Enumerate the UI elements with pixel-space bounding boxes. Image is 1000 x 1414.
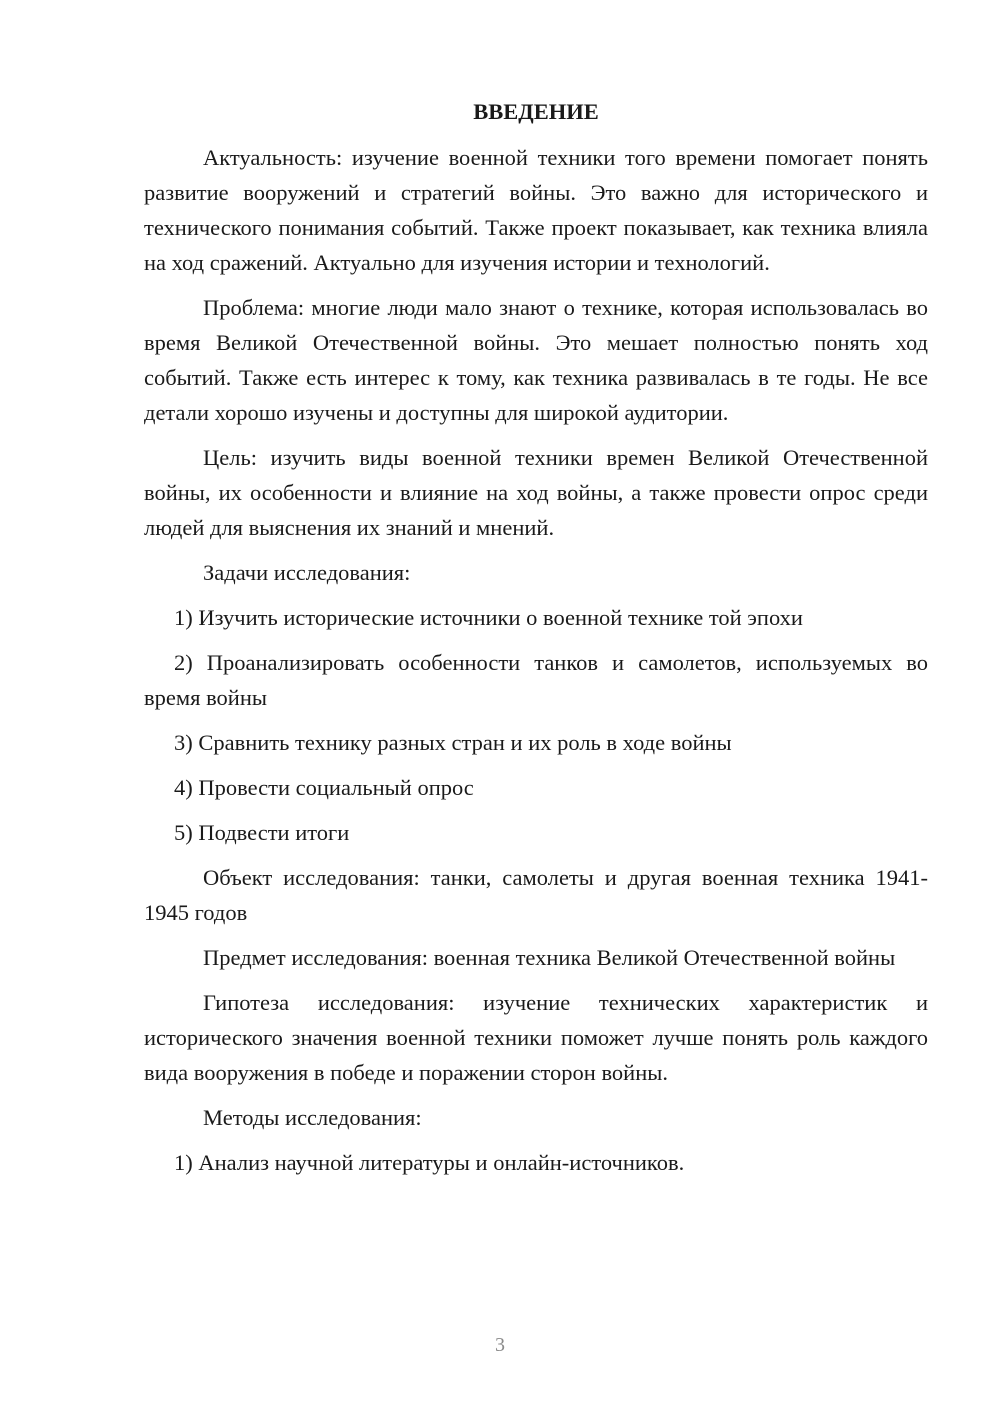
paragraph-problem: Проблема: многие люди мало знают о технике, которая использовалась во время Великой Отечественной войны. Это мешает полностью понять ход событий. Также есть интерес к тому, как техника развивалась в те годы. Не все детали хорошо изучены и доступны для широкой аудитории. — [144, 295, 928, 425]
page-title: ВВЕДЕНИЕ — [473, 99, 599, 124]
task-item-4: 4) Провести социальный опрос — [174, 775, 474, 800]
task-item-3: 3) Сравнить технику разных стран и их роль в ходе войны — [174, 730, 732, 755]
page-content — [144, 94, 928, 1190]
methods-heading: Методы исследования: — [203, 1105, 422, 1130]
task-item-1: 1) Изучить исторические источники о военной технике той эпохи — [174, 605, 803, 630]
paragraph-relevance: Актуальность: изучение военной техники того времени помогает понять развитие вооружений и стратегий войны. Это важно для исторического и технического понимания событий. Также проект показывает, как техника влияла на ход сражений. Актуально для изучения истории и технологий. — [144, 145, 928, 275]
paragraph-object: Объект исследования: танки, самолеты и другая военная техника 1941-1945 годов — [144, 865, 928, 925]
tasks-heading: Задачи исследования: — [203, 560, 411, 585]
paragraph-hypothesis: Гипотеза исследования: изучение технических характеристик и исторического значения военной техники поможет лучше понять роль каждого вида вооружения в победе и поражении сторон войны. — [144, 990, 928, 1085]
task-item-5: 5) Подвести итоги — [174, 820, 350, 845]
method-item-1: 1) Анализ научной литературы и онлайн-источников. — [174, 1150, 685, 1175]
paragraph-goal: Цель: изучить виды военной техники времен Великой Отечественной войны, их особенности и влияние на ход войны, а также провести опрос среди людей для выяснения их знаний и мнений. — [144, 445, 928, 540]
task-item-2: 2) Проанализировать особенности танков и самолетов, используемых во время войны — [144, 650, 928, 710]
paragraph-subject: Предмет исследования: военная техника Великой Отечественной войны — [203, 945, 896, 970]
page-number: 3 — [495, 1334, 505, 1356]
